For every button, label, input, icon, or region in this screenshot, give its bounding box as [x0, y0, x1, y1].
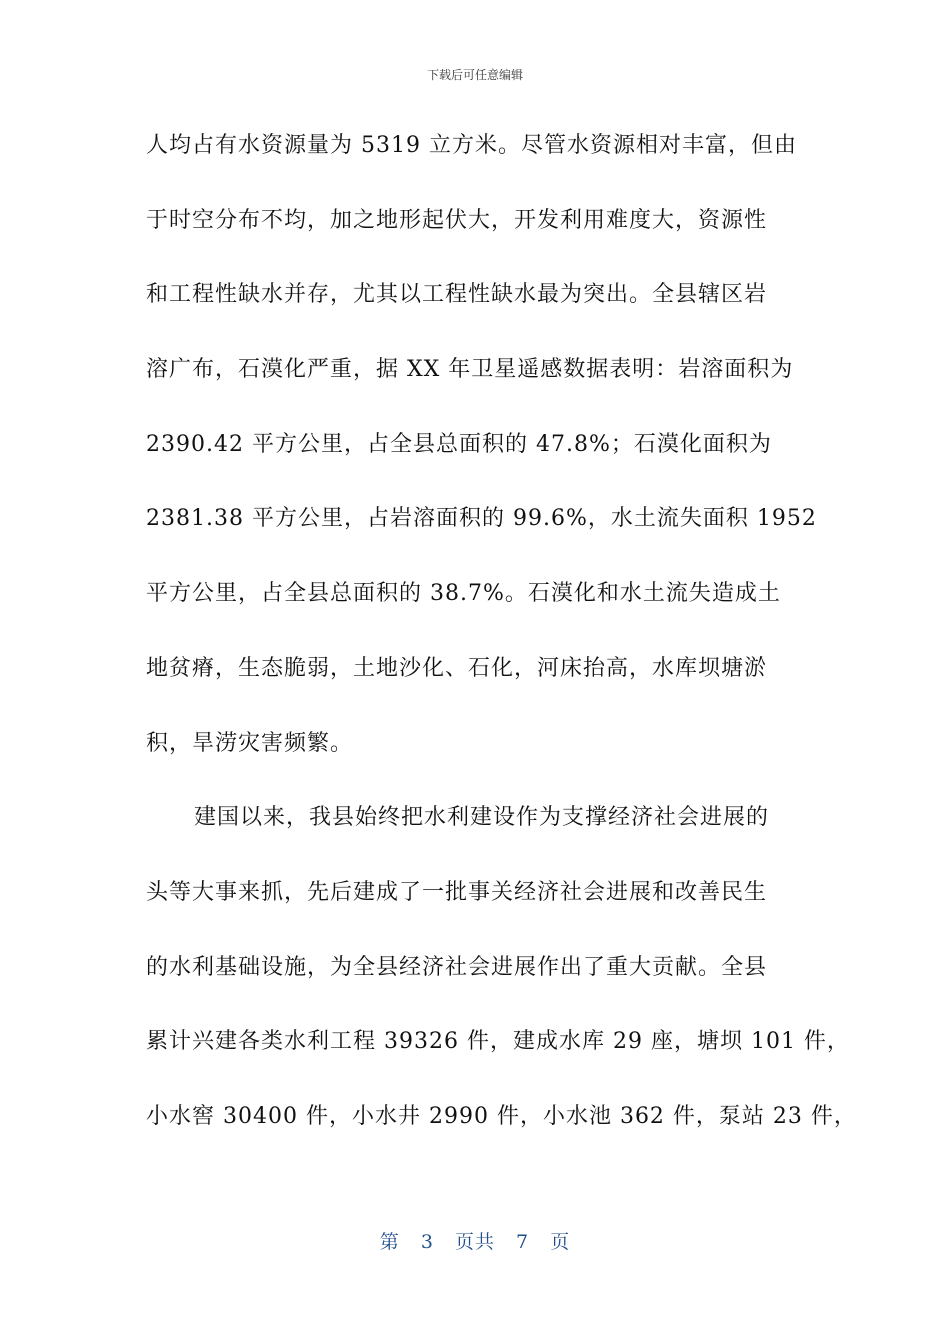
- paragraph-start-line: 建国以来，我县始终把水利建设作为支撑经济社会进展的: [194, 805, 770, 831]
- footer-prefix: 第: [379, 1231, 400, 1253]
- text-line: 溶广布，石漠化严重，据 XX 年卫星遥感数据表明：岩溶面积为: [146, 357, 794, 383]
- document-body: [146, 128, 857, 1174]
- current-page-number: 3: [420, 1231, 434, 1253]
- text-line: 人均占有水资源量为 5319 立方米。尽管水资源相对丰富，但由: [146, 133, 797, 158]
- text-line: 和工程性缺水并存，尤其以工程性缺水最为突出。全县辖区岩: [146, 282, 768, 308]
- page-header-note: 下载后可任意编辑: [426, 68, 523, 82]
- text-line: 的水利基础设施，为全县经济社会进展作出了重大贡献。全县: [146, 954, 768, 980]
- page-footer: [0, 1227, 950, 1254]
- text-line: 地贫瘠，生态脆弱，土地沙化、石化，河床抬高，水库坝塘淤: [146, 655, 768, 681]
- text-line: 2381.38 平方公里，占岩溶面积的 99.6%，水土流失面积 1952: [146, 506, 817, 532]
- total-pages-number: 7: [516, 1231, 530, 1253]
- text-line: 积，旱涝灾害频繁。: [146, 730, 354, 756]
- text-line: 头等大事来抓，先后建成了一批事关经济社会进展和改善民生: [146, 879, 768, 905]
- text-line: 累计兴建各类水利工程 39326 件，建成水库 29 座，塘坝 101 件，: [146, 1029, 850, 1055]
- text-line: 平方公里，占全县总面积的 38.7%。石漠化和水土流失造成土: [146, 581, 781, 607]
- text-line: 小水窖 30400 件，小水井 2990 件，小水池 362 件，泵站 23 件，: [146, 1103, 857, 1129]
- text-line: 于时空分布不均，加之地形起伏大，开发利用难度大，资源性: [146, 207, 768, 233]
- text-line: 2390.42 平方公里，占全县总面积的 47.8%；石漠化面积为: [146, 431, 772, 457]
- footer-suffix: 页: [550, 1231, 571, 1253]
- footer-middle: 页共: [454, 1231, 495, 1253]
